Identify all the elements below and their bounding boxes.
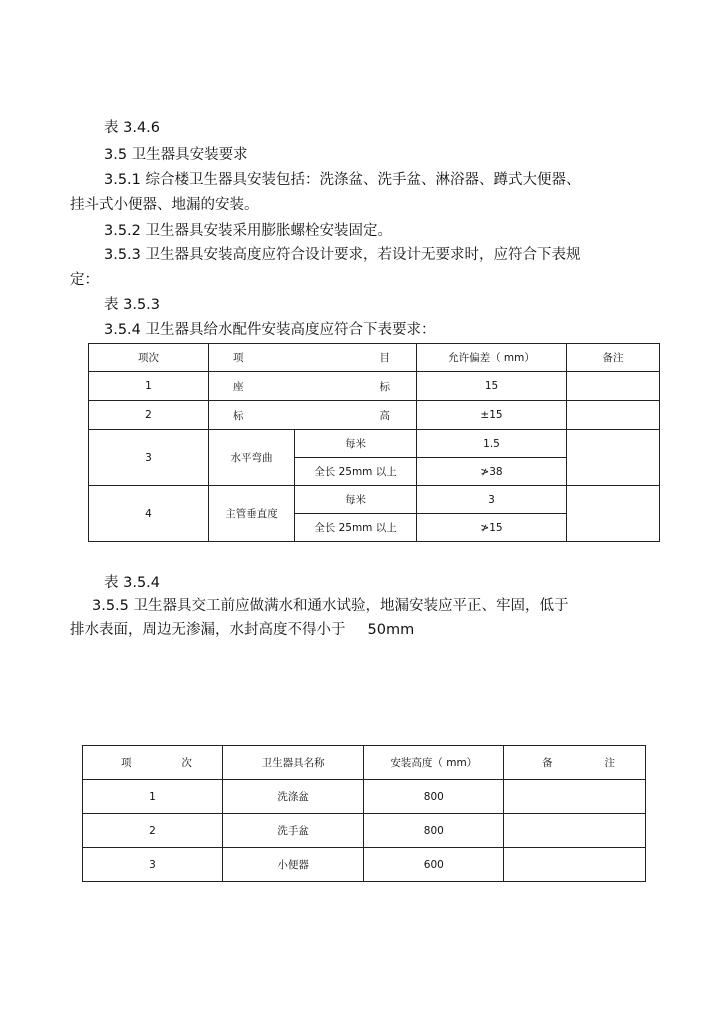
cell-subitem: 全长 25mm 以上 xyxy=(295,458,417,486)
cell-value: ≯38 xyxy=(417,458,567,486)
header-deviation: 允许偏差（ mm） xyxy=(417,344,567,372)
table-row xyxy=(89,486,660,514)
table-row xyxy=(83,814,646,848)
cell-value: ≯15 xyxy=(417,514,567,542)
cell-height: 800 xyxy=(364,814,504,848)
header-install-height: 安装高度（ mm） xyxy=(364,746,504,780)
cell-subitem: 全长 25mm 以上 xyxy=(295,514,417,542)
cell-no: 2 xyxy=(89,401,209,430)
table-row xyxy=(89,430,660,458)
paragraph-3-5-2: 3.5.2 卫生器具安装采用膨胀螺栓安装固定。 xyxy=(104,223,393,239)
cell-height: 600 xyxy=(364,848,504,882)
paragraph-3-5-5-line2: 排水表面，周边无渗漏，水封高度不得小于 50mm xyxy=(70,622,415,638)
cell-item: 标 高 xyxy=(209,401,417,430)
table-caption-3-5-4: 表 3.5.4 xyxy=(104,575,161,591)
cell-no: 4 xyxy=(89,486,209,542)
header-item-no: 项 次 xyxy=(83,746,223,780)
cell-item: 主管垂直度 xyxy=(209,486,295,542)
paragraph-3-5-3-line2: 定： xyxy=(70,272,99,288)
cell-remarks xyxy=(567,486,660,542)
header-remarks: 备 注 xyxy=(504,746,646,780)
cell-no: 1 xyxy=(89,372,209,401)
cell-value: ±15 xyxy=(417,401,567,430)
paragraph-3-5-4: 3.5.4 卫生器具给水配件安装高度应符合下表要求： xyxy=(104,322,436,338)
table-row xyxy=(89,372,660,401)
cell-remarks xyxy=(567,372,660,401)
cell-remarks xyxy=(504,848,646,882)
cell-remarks xyxy=(504,780,646,814)
cell-no: 3 xyxy=(83,848,223,882)
paragraph-3-5-5-line1: 3.5.5 卫生器具交工前应做满水和通水试验，地漏安装应平正、牢固，低于 xyxy=(92,598,569,614)
cell-fixture-name: 小便器 xyxy=(222,848,364,882)
cell-remarks xyxy=(567,430,660,486)
paragraph-3-5-1-line2: 挂斗式小便器、地漏的安装。 xyxy=(70,197,259,213)
cell-remarks xyxy=(504,814,646,848)
table-caption-3-4-6: 表 3.4.6 xyxy=(104,120,161,136)
table-header-row xyxy=(83,746,646,780)
section-heading: 3.5 卫生器具安装要求 xyxy=(104,147,248,163)
header-item-no: 项次 xyxy=(89,344,209,372)
table-row xyxy=(83,780,646,814)
cell-value: 1.5 xyxy=(417,430,567,458)
cell-fixture-name: 洗涤盆 xyxy=(222,780,364,814)
cell-remarks xyxy=(567,401,660,430)
paragraph-3-5-1-line1: 3.5.1 综合楼卫生器具安装包括：洗涤盆、洗手盆、淋浴器、蹲式大便器、 xyxy=(104,172,581,188)
table-row xyxy=(89,401,660,430)
cell-item: 座 标 xyxy=(209,372,417,401)
cell-subitem: 每米 xyxy=(295,430,417,458)
cell-height: 800 xyxy=(364,780,504,814)
header-item: 项 目 xyxy=(209,344,417,372)
header-remarks: 备注 xyxy=(567,344,660,372)
table-caption-3-5-3: 表 3.5.3 xyxy=(104,297,161,313)
cell-no: 3 xyxy=(89,430,209,486)
cell-value: 15 xyxy=(417,372,567,401)
table-header-row xyxy=(89,344,660,372)
cell-fixture-name: 洗手盆 xyxy=(222,814,364,848)
fixture-height-table xyxy=(82,745,646,882)
fixture-deviation-table xyxy=(88,343,660,542)
cell-no: 1 xyxy=(83,780,223,814)
table-row xyxy=(83,848,646,882)
header-fixture-name: 卫生器具名称 xyxy=(222,746,364,780)
cell-subitem: 每米 xyxy=(295,486,417,514)
cell-value: 3 xyxy=(417,486,567,514)
paragraph-3-5-3-line1: 3.5.3 卫生器具安装高度应符合设计要求，若设计无要求时，应符合下表规 xyxy=(104,247,581,263)
cell-item: 水平弯曲 xyxy=(209,430,295,486)
cell-no: 2 xyxy=(83,814,223,848)
